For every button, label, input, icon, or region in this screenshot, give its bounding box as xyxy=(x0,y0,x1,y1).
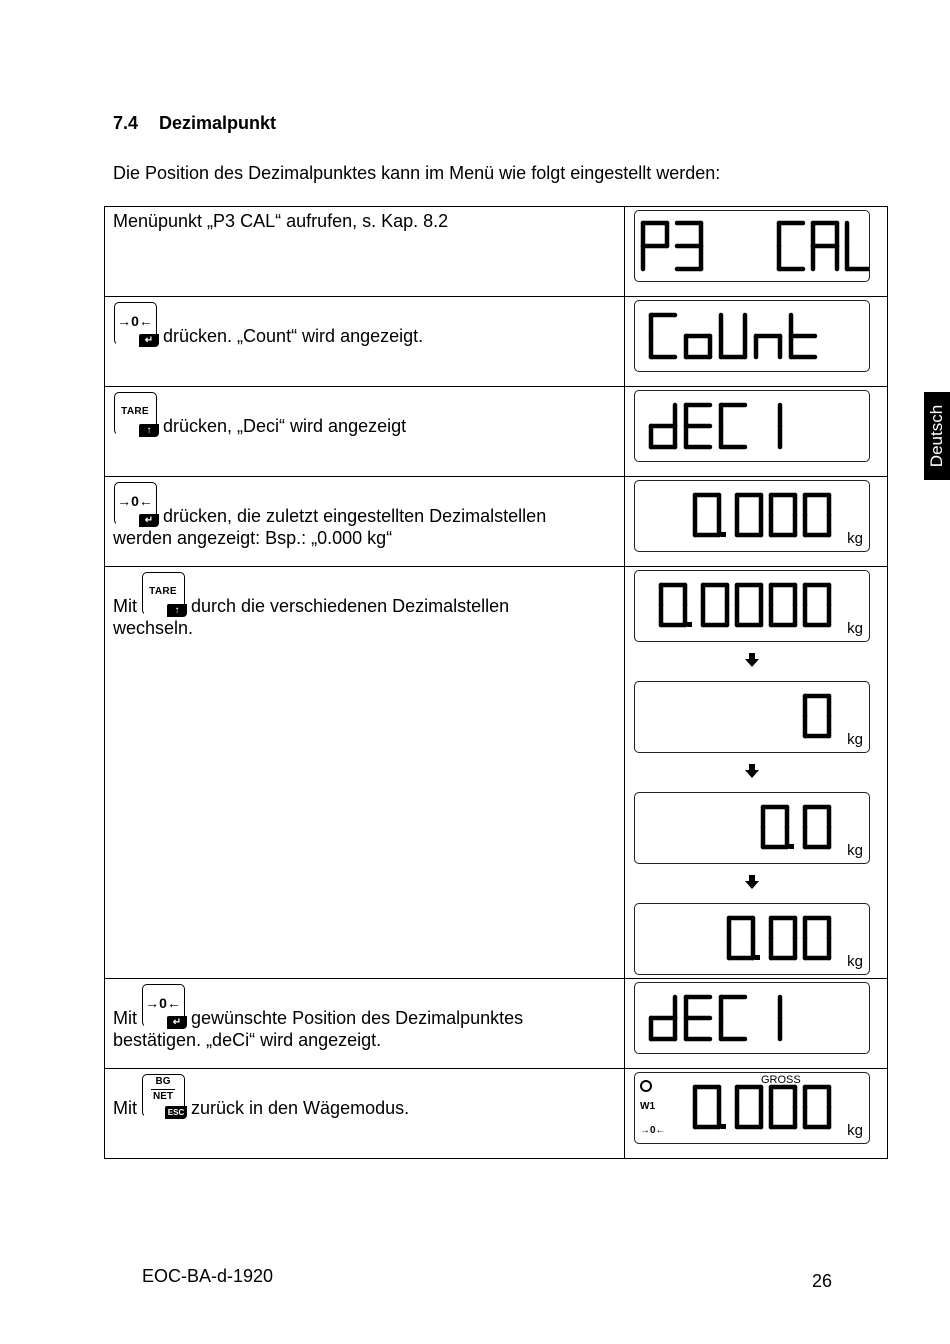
zero-enter-key-icon: →0← ↵ xyxy=(113,301,159,347)
lcd-display xyxy=(634,210,870,282)
page-number: 26 xyxy=(812,1271,833,1291)
lcd-display xyxy=(634,480,870,552)
step-text: drücken, „Deci“ wird angezeigt xyxy=(163,416,407,436)
unit-label: kg xyxy=(847,842,863,859)
table-row xyxy=(105,207,888,297)
step-prefix: Mit xyxy=(113,596,137,616)
lcd-segment-text xyxy=(635,301,869,371)
display-cell xyxy=(625,1069,888,1159)
lcd-segment-text xyxy=(635,904,869,974)
lcd-segment-text xyxy=(635,793,869,863)
lcd-segment-text xyxy=(635,1073,869,1143)
table-row xyxy=(105,1069,888,1159)
section-heading xyxy=(113,113,276,134)
lcd-display xyxy=(634,681,870,753)
lcd-display xyxy=(634,792,870,864)
display-cell xyxy=(625,387,888,477)
step-text-continued: bestätigen. „deCi“ wird angezeigt. xyxy=(113,1030,382,1050)
display-cell xyxy=(625,207,888,297)
section-title: Dezimalpunkt xyxy=(159,113,277,133)
table-row xyxy=(105,297,888,387)
table-row xyxy=(105,567,888,979)
down-arrow-icon xyxy=(634,756,870,789)
step-text: gewünschte Position des Dezimalpunktes xyxy=(191,1008,524,1028)
down-arrow-icon xyxy=(634,867,870,900)
table-row xyxy=(105,477,888,567)
lcd-display xyxy=(634,300,870,372)
step-text-cell xyxy=(105,297,625,387)
step-text: drücken, die zuletzt eingestellten Dezimalstellen xyxy=(163,506,547,526)
step-text-continued: werden angezeigt: Bsp.: „0.000 kg“ xyxy=(113,528,393,548)
tare-key-icon: TARE ↑ xyxy=(141,571,187,617)
steps-table xyxy=(104,206,888,1159)
lcd-segment-text xyxy=(635,983,869,1053)
unit-label: kg xyxy=(847,731,863,748)
unit-label: kg xyxy=(847,1122,863,1139)
step-text: drücken. „Count“ wird angezeigt. xyxy=(163,326,424,346)
display-cell xyxy=(625,979,888,1069)
lcd-segment-text xyxy=(635,391,869,461)
step-prefix: Mit xyxy=(113,1098,137,1118)
table-row xyxy=(105,387,888,477)
lcd-display xyxy=(634,903,870,975)
bg-net-esc-key-icon: BG NET ESC xyxy=(141,1073,187,1119)
lcd-segment-text xyxy=(635,682,869,752)
w1-label: W1 xyxy=(640,1101,655,1112)
step-text-cell xyxy=(105,207,625,297)
unit-label: kg xyxy=(847,530,863,547)
zero-enter-key-icon: →0← ↵ xyxy=(113,481,159,527)
lcd-display xyxy=(634,1072,870,1144)
lcd-segment-text xyxy=(635,571,869,641)
step-text: Menüpunkt „P3 CAL“ aufrufen, s. Kap. 8.2 xyxy=(113,211,449,231)
zero-indicator: →0← xyxy=(640,1125,666,1136)
tare-key-icon: TARE ↑ xyxy=(113,391,159,437)
language-tab: Deutsch xyxy=(924,392,950,480)
display-cell xyxy=(625,297,888,387)
lcd-display xyxy=(634,982,870,1054)
step-prefix: Mit xyxy=(113,1008,137,1028)
step-text: zurück in den Wägemodus. xyxy=(191,1098,410,1118)
step-text-cell xyxy=(105,477,625,567)
step-text-cell xyxy=(105,387,625,477)
lcd-display xyxy=(634,390,870,462)
down-arrow-icon xyxy=(634,645,870,678)
lcd-segment-text xyxy=(635,211,869,281)
lcd-segment-text xyxy=(635,481,869,551)
unit-label: kg xyxy=(847,620,863,637)
gross-label: GROSS xyxy=(761,1074,801,1086)
step-text-continued: wechseln. xyxy=(113,618,194,638)
step-text-cell xyxy=(105,1069,625,1159)
stability-circle-icon xyxy=(639,1079,655,1095)
unit-label: kg xyxy=(847,953,863,970)
zero-enter-key-icon: →0← ↵ xyxy=(141,983,187,1029)
step-text: durch die verschiedenen Dezimalstellen xyxy=(191,596,510,616)
lcd-display xyxy=(634,570,870,642)
section-number: 7.4 xyxy=(113,113,139,133)
table-row xyxy=(105,979,888,1069)
display-cell xyxy=(625,477,888,567)
display-cell xyxy=(625,567,888,979)
document-id: EOC-BA-d-1920 xyxy=(142,1266,274,1286)
intro-text: Die Position des Dezimalpunktes kann im Menü wie folgt eingestellt werden: xyxy=(113,163,721,183)
step-text-cell xyxy=(105,979,625,1069)
step-text-cell xyxy=(105,567,625,979)
